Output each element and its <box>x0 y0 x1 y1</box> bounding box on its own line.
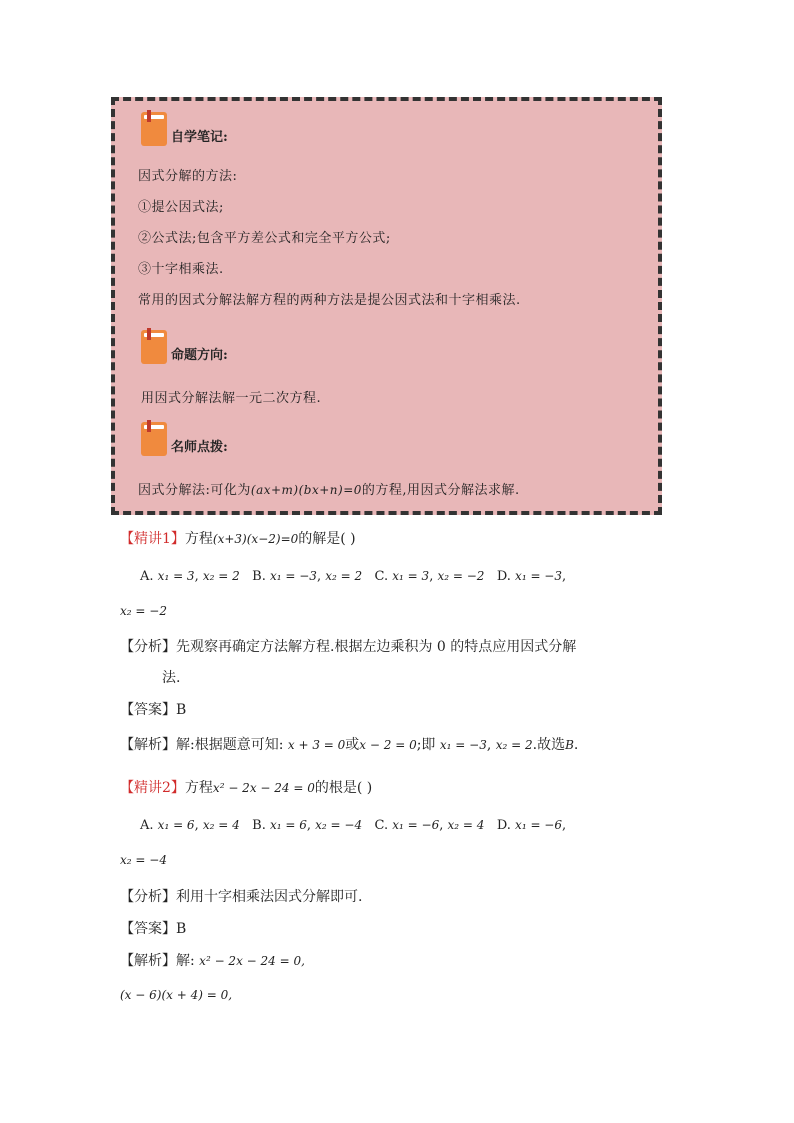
example1-analysis-cont: 法. <box>162 670 181 686</box>
direction-text: 用因式分解法解一元二次方程. <box>141 391 322 406</box>
example1-option-d-cont: x₂ = −2 <box>120 604 167 618</box>
notebook-icon <box>141 422 167 456</box>
tips-text: 因式分解法:可化为(ax+m)(bx+n)=0的方程,用因式分解法求解. <box>138 483 520 498</box>
notes-line: ②公式法;包含平方差公式和完全平方公式; <box>138 231 391 246</box>
direction-heading: 命题方向: <box>141 330 228 364</box>
notebook-icon <box>141 330 167 364</box>
notes-line: ③十字相乘法. <box>138 262 224 277</box>
notes-line: 常用的因式分解法解方程的两种方法是提公因式法和十字相乘法. <box>138 293 521 308</box>
example2-option-d-cont: x₂ = −4 <box>120 853 167 867</box>
example2-analysis: 【分析】利用十字相乘法因式分解即可. <box>120 889 363 905</box>
example2-solution-step: (x − 6)(x + 4) = 0, <box>120 988 233 1002</box>
example1-answer: 【答案】B <box>120 702 187 718</box>
notes-line: 因式分解的方法: <box>138 169 238 184</box>
example2-question: 【精讲2】方程x² − 2x − 24 = 0的根是( ) <box>120 780 373 796</box>
example2-options: A. x₁ = 6, x₂ = 4 B. x₁ = 6, x₂ = −4 C. x₁ = −6, x₂ = 4 D. x₁ = −6, <box>140 818 567 833</box>
example2-solution: 【解析】解: x² − 2x − 24 = 0, <box>120 953 305 969</box>
tips-heading: 名师点拨: <box>141 422 228 456</box>
example1-question: 【精讲1】方程(x+3)(x−2)=0的解是( ) <box>120 531 356 547</box>
self-study-heading: 自学笔记: <box>141 112 228 146</box>
example1-analysis: 【分析】先观察再确定方法解方程.根据左边乘积为 0 的特点应用因式分解 <box>120 639 577 655</box>
example2-answer: 【答案】B <box>120 921 187 937</box>
example1-solution: 【解析】解:根据题意可知: x + 3 = 0或x − 2 = 0;即 x₁ = −3, x₂ = 2.故选B. <box>120 737 579 753</box>
notebook-icon <box>141 112 167 146</box>
example1-options: A. x₁ = 3, x₂ = 2 B. x₁ = −3, x₂ = 2 C. x₁ = 3, x₂ = −2 D. x₁ = −3, <box>140 569 567 584</box>
notes-line: ①提公因式法; <box>138 200 224 215</box>
